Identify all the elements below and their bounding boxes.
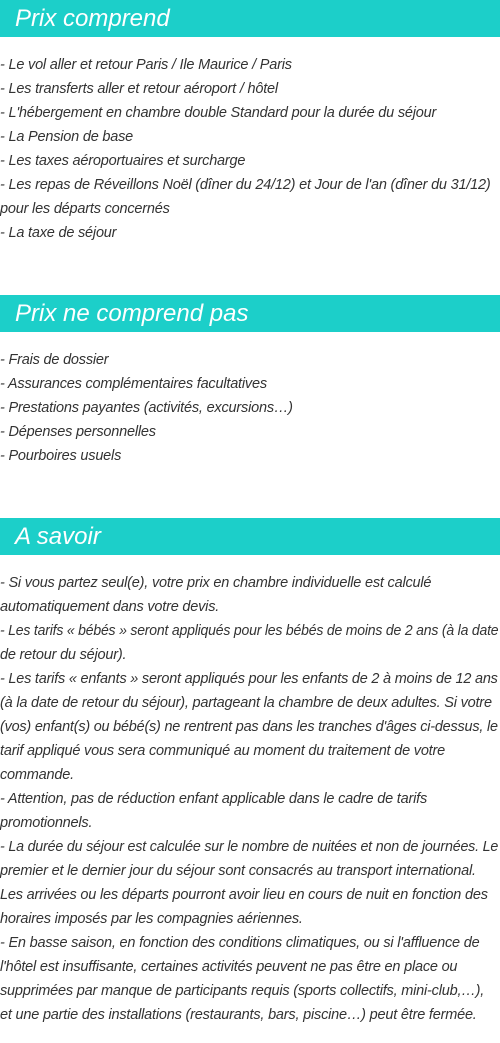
list-item: pour les départs concernés <box>0 201 170 217</box>
paragraph-line: premier et le dernier jour du séjour sont consacrés au transport international. <box>0 863 476 879</box>
section-title: Prix comprend <box>15 5 170 32</box>
section-header-prix-ne-comprend-pas <box>0 295 500 332</box>
paragraph-line: - Attention, pas de réduction enfant applicable dans le cadre de tarifs <box>0 791 427 807</box>
paragraph-line: - Les tarifs « enfants » seront appliqués pour les enfants de 2 à moins de 12 ans <box>0 671 498 687</box>
paragraph-line: commande. <box>0 767 74 783</box>
section-body-a-savoir <box>0 571 500 1027</box>
list-item: - Les transferts aller et retour aéroport / hôtel <box>0 81 278 97</box>
list-item: - Les repas de Réveillons Noël (dîner du 24/12) et Jour de l'an (dîner du 31/12) <box>0 177 491 193</box>
paragraph-line: promotionnels. <box>0 815 93 831</box>
section-title: Prix ne comprend pas <box>15 300 249 327</box>
paragraph-line: l'hôtel est insuffisante, certaines activités peuvent ne pas être en place ou <box>0 959 458 975</box>
list-item: - La taxe de séjour <box>0 225 117 241</box>
list-item: - Le vol aller et retour Paris / Ile Maurice / Paris <box>0 57 292 73</box>
list-item: - Prestations payantes (activités, excursions…) <box>0 400 293 416</box>
section-header-a-savoir <box>0 518 500 555</box>
paragraph-line: et une partie des installations (restaurants, bars, piscine…) peut être fermée. <box>0 1007 477 1023</box>
list-item: - Frais de dossier <box>0 352 109 368</box>
list-item: - Assurances complémentaires facultatives <box>0 376 267 392</box>
paragraph-line: (à la date de retour du séjour), partageant la chambre de deux adultes. Si votre <box>0 695 492 711</box>
paragraph-line: tarif appliqué vous sera communiqué au moment du traitement de votre <box>0 743 446 759</box>
paragraph-line: automatiquement dans votre devis. <box>0 599 220 615</box>
paragraph-line: supprimées par manque de participants requis (sports collectifs, mini-club,…), <box>0 983 485 999</box>
list-item: - Dépenses personnelles <box>0 424 156 440</box>
list-item: - La Pension de base <box>0 129 134 145</box>
list-item: - L'hébergement en chambre double Standard pour la durée du séjour <box>0 105 437 121</box>
paragraph-line: - La durée du séjour est calculée sur le nombre de nuitées et non de journées. Le <box>0 839 499 855</box>
section-body-prix-comprend <box>0 53 500 245</box>
paragraph-line: (vos) enfant(s) ou bébé(s) ne rentrent pas dans les tranches d'âges ci-dessus, le <box>0 719 498 735</box>
paragraph-line: Les arrivées ou les départs pourront avoir lieu en cours de nuit en fonction des <box>0 887 488 903</box>
paragraph-line: - En basse saison, en fonction des conditions climatiques, ou si l'affluence de <box>0 935 480 951</box>
section-header-prix-comprend <box>0 0 500 37</box>
list-item: - Les taxes aéroportuaires et surcharge <box>0 153 246 169</box>
list-item: - Pourboires usuels <box>0 448 122 464</box>
paragraph-line: - Les tarifs « bébés » seront appliqués pour les bébés de moins de 2 ans (à la date <box>0 623 499 639</box>
section-title: A savoir <box>15 523 101 550</box>
paragraph-line: horaires imposés par les compagnies aériennes. <box>0 911 303 927</box>
paragraph-line: - Si vous partez seul(e), votre prix en chambre individuelle est calculé <box>0 575 432 591</box>
section-body-prix-ne-comprend-pas <box>0 348 500 468</box>
paragraph-line: de retour du séjour). <box>0 647 127 663</box>
